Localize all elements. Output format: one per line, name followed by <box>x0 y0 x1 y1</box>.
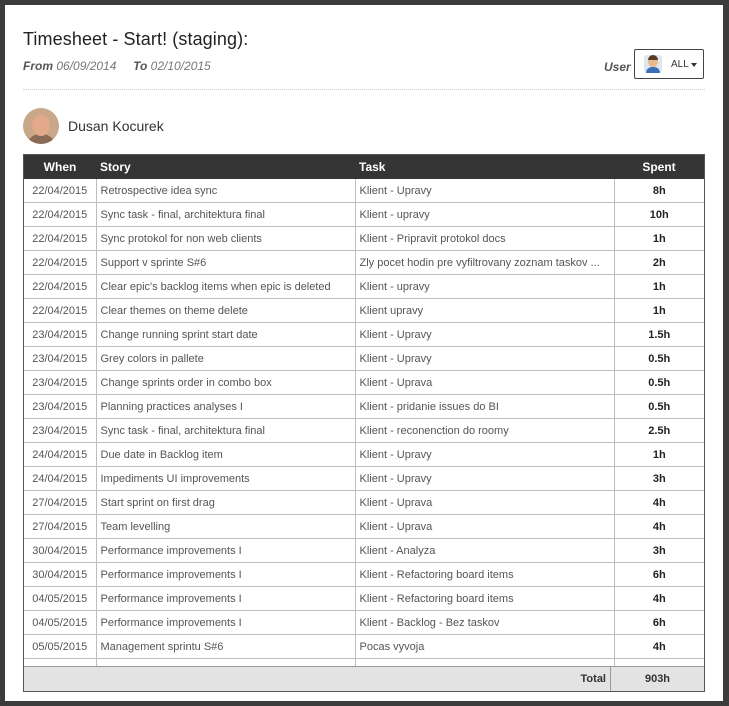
cell-task: Pocas vyvoja <box>355 635 614 659</box>
cell-when: 22/04/2015 <box>24 227 96 251</box>
table-row[interactable] <box>24 563 704 587</box>
cell-story: Grey colors in pallete <box>96 347 355 371</box>
table-row[interactable] <box>24 251 704 275</box>
user-filter-dropdown[interactable] <box>634 49 704 79</box>
total-value: 903h <box>610 667 704 691</box>
person-avatar <box>23 108 59 144</box>
table-row[interactable] <box>24 419 704 443</box>
person-name: Dusan Kocurek <box>68 118 164 134</box>
cell-when: 24/04/2015 <box>24 467 96 491</box>
table-row[interactable] <box>24 275 704 299</box>
table-row[interactable] <box>24 179 704 203</box>
column-header-task: Task <box>355 155 614 179</box>
cell-story: Team levelling <box>96 515 355 539</box>
cell-story: Management sprintu S#6 <box>96 635 355 659</box>
cell-when: 23/04/2015 <box>24 323 96 347</box>
cell-story: Performance improvements I <box>96 587 355 611</box>
timesheet-table <box>23 154 705 692</box>
chevron-down-icon <box>691 63 697 67</box>
table-row[interactable] <box>24 347 704 371</box>
cell-spent: 4h <box>614 587 704 611</box>
cell-when: 22/04/2015 <box>24 179 96 203</box>
cell-story: Start sprint on first drag <box>96 491 355 515</box>
cell-spent: 4h <box>614 515 704 539</box>
cell-story: Impediments UI improvements <box>96 467 355 491</box>
cell-story: Performance improvements I <box>96 539 355 563</box>
cell-when: 22/04/2015 <box>24 251 96 275</box>
cell-story: Due date in Backlog item <box>96 443 355 467</box>
timesheet-panel <box>5 5 723 701</box>
cell-spent: 0.5h <box>614 347 704 371</box>
header-divider <box>23 89 705 90</box>
user-avatar-icon <box>644 55 662 73</box>
cell-task: Klient - Upravy <box>355 323 614 347</box>
cell-when: 05/05/2015 <box>24 635 96 659</box>
user-label: User <box>604 60 631 74</box>
cell-task: Klient - Upravy <box>355 179 614 203</box>
column-header-story: Story <box>96 155 355 179</box>
cell-task: Klient - pridanie issues do BI <box>355 395 614 419</box>
cell-story: Change sprints order in combo box <box>96 371 355 395</box>
user-filter-value: ALL <box>671 58 689 70</box>
total-row <box>24 666 704 691</box>
cell-spent: 3h <box>614 539 704 563</box>
cell-spent: 1h <box>614 443 704 467</box>
cell-story: Clear epic's backlog items when epic is deleted <box>96 275 355 299</box>
table-row[interactable] <box>24 467 704 491</box>
cell-task: Klient - Refactoring board items <box>355 587 614 611</box>
cell-story: Support v sprinte S#6 <box>96 251 355 275</box>
cell-when: 27/04/2015 <box>24 491 96 515</box>
cell-story: Retrospective idea sync <box>96 179 355 203</box>
cell-task: Klient - Backlog - Bez taskov <box>355 611 614 635</box>
date-range <box>23 59 211 73</box>
table-row[interactable] <box>24 299 704 323</box>
cell-when: 23/04/2015 <box>24 395 96 419</box>
cell-story: Performance improvements I <box>96 563 355 587</box>
table-row[interactable] <box>24 395 704 419</box>
cell-when: 30/04/2015 <box>24 563 96 587</box>
cell-task: Klient - Analyza <box>355 539 614 563</box>
cell-story: Performance improvements I <box>96 611 355 635</box>
table-header-row <box>24 155 704 179</box>
cell-when: 23/04/2015 <box>24 371 96 395</box>
cell-task: Klient - reconenction do roomy <box>355 419 614 443</box>
cell-story: Sync task - final, architektura final <box>96 419 355 443</box>
cell-task: Klient - Refactoring board items <box>355 563 614 587</box>
from-date: 06/09/2014 <box>56 59 117 73</box>
cell-task: Klient - Uprava <box>355 515 614 539</box>
cell-task: Klient upravy <box>355 299 614 323</box>
table-row[interactable] <box>24 587 704 611</box>
cell-spent: 0.5h <box>614 371 704 395</box>
cell-spent: 6h <box>614 563 704 587</box>
cell-spent: 0.5h <box>614 395 704 419</box>
to-label: To <box>133 59 148 73</box>
cell-spent: 2h <box>614 251 704 275</box>
cell-task: Klient - Upravy <box>355 347 614 371</box>
cell-when: 23/04/2015 <box>24 347 96 371</box>
cell-when: 23/04/2015 <box>24 419 96 443</box>
cell-spent: 1h <box>614 299 704 323</box>
cell-story: Planning practices analyses I <box>96 395 355 419</box>
column-header-spent: Spent <box>614 155 704 179</box>
table-row[interactable] <box>24 515 704 539</box>
cell-story: Clear themes on theme delete <box>96 299 355 323</box>
cell-task: Zly pocet hodin pre vyfiltrovany zoznam taskov ... <box>355 251 614 275</box>
cell-when: 24/04/2015 <box>24 443 96 467</box>
table-row[interactable] <box>24 371 704 395</box>
cell-spent: 8h <box>614 179 704 203</box>
cell-when: 27/04/2015 <box>24 515 96 539</box>
table-row[interactable] <box>24 443 704 467</box>
cell-when: 30/04/2015 <box>24 539 96 563</box>
cell-spent: 10h <box>614 203 704 227</box>
cell-task: Klient - upravy <box>355 203 614 227</box>
cell-task: Klient - Upravy <box>355 443 614 467</box>
cell-spent: 6h <box>614 611 704 635</box>
cell-spent: 4h <box>614 491 704 515</box>
table-row[interactable] <box>24 635 704 659</box>
table-row[interactable] <box>24 323 704 347</box>
column-header-when: When <box>24 155 96 179</box>
table-row[interactable] <box>24 227 704 251</box>
cell-when: 22/04/2015 <box>24 275 96 299</box>
cell-spent: 1h <box>614 275 704 299</box>
table-row[interactable] <box>24 611 704 635</box>
cell-spent: 2.5h <box>614 419 704 443</box>
cell-task: Klient - upravy <box>355 275 614 299</box>
cell-story: Change running sprint start date <box>96 323 355 347</box>
cell-task: Klient - Uprava <box>355 491 614 515</box>
cell-task: Klient - Pripravit protokol docs <box>355 227 614 251</box>
cell-when: 22/04/2015 <box>24 299 96 323</box>
from-label: From <box>23 59 53 73</box>
to-date: 02/10/2015 <box>150 59 211 73</box>
cell-story: Sync protokol for non web clients <box>96 227 355 251</box>
table-row[interactable] <box>24 491 704 515</box>
cell-spent: 4h <box>614 635 704 659</box>
cell-spent: 1.5h <box>614 323 704 347</box>
cell-when: 04/05/2015 <box>24 587 96 611</box>
cell-when: 04/05/2015 <box>24 611 96 635</box>
cell-story: Sync task - final, architektura final <box>96 203 355 227</box>
cell-spent: 1h <box>614 227 704 251</box>
cell-when: 22/04/2015 <box>24 203 96 227</box>
total-label: Total <box>580 673 606 685</box>
table-row[interactable] <box>24 539 704 563</box>
cell-task: Klient - Upravy <box>355 467 614 491</box>
cell-task: Klient - Uprava <box>355 371 614 395</box>
cell-spent: 3h <box>614 467 704 491</box>
table-row[interactable] <box>24 203 704 227</box>
page-title: Timesheet - Start! (staging): <box>23 29 249 49</box>
